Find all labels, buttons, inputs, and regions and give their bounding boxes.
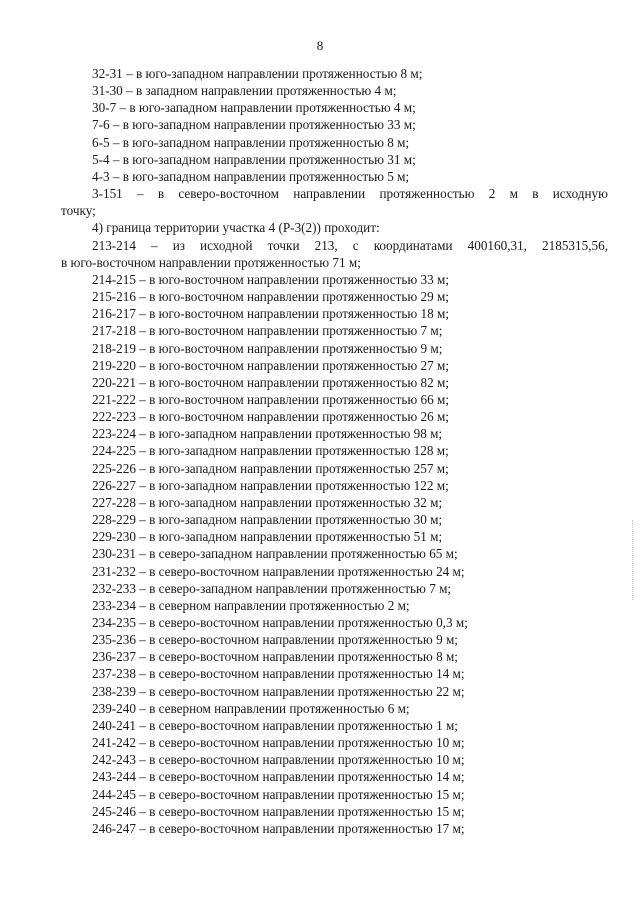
paragraph-3-151-continuation: точку; xyxy=(61,203,96,219)
boundary-segment-line: 226-227 – в юго-западном направлении протяженностью 122 м; xyxy=(92,477,449,493)
boundary-segment-line: 227-228 – в юго-западном направлении протяженностью 32 м; xyxy=(92,494,443,510)
boundary-segment-line: 234-235 – в северо-восточном направлении протяженностью 0,3 м; xyxy=(92,615,468,630)
boundary-segments-part-3 xyxy=(61,65,608,185)
boundary-segment-line: 219-220 – в юго-восточном направлении протяженностью 27 м; xyxy=(92,357,450,373)
boundary-segment-line: 4-3 – в юго-западном направлении протяженностью 5 м; xyxy=(92,168,410,184)
page-number: 8 xyxy=(316,38,324,53)
boundary-segment-line: 218-219 – в юго-восточном направлении протяженностью 9 м; xyxy=(92,340,443,356)
boundary-segment-line: 244-245 – в северо-восточном направлении протяженностью 15 м; xyxy=(92,786,465,802)
paragraph-213-214-continuation: в юго-восточном направлении протяженностью 71 м; xyxy=(61,254,361,270)
boundary-segment-line: 232-233 – в северо-западном направлении протяженностью 7 м; xyxy=(92,580,452,596)
boundary-segment-line: 220-221 – в юго-восточном направлении протяженностью 82 м; xyxy=(92,374,450,390)
boundary-segment-line: 223-224 – в юго-западном направлении протяженностью 98 м; xyxy=(92,426,443,442)
paragraph-213-214-first-line: 213-214 – из исходной точки 213, с координатами 400160,31, 2185315,56, xyxy=(92,237,608,253)
boundary-segment-line: 235-236 – в северо-восточном направлении протяженностью 9 м; xyxy=(92,632,458,648)
boundary-segment-line: 228-229 – в юго-западном направлении протяженностью 30 м; xyxy=(92,512,443,528)
boundary-segment-line: 229-230 – в юго-западном направлении протяженностью 51 м; xyxy=(92,529,443,545)
paragraph-3-151 xyxy=(61,185,608,219)
boundary-segment-line: 233-234 – в северном направлении протяженностью 2 м; xyxy=(92,597,410,613)
boundary-segment-line: 237-238 – в северо-восточном направлении протяженностью 14 м; xyxy=(92,666,465,682)
boundary-segment-line: 246-247 – в северо-восточном направлении протяженностью 17 м; xyxy=(92,820,465,836)
boundary-segment-line: 242-243 – в северо-восточном направлении протяженностью 10 м; xyxy=(92,752,465,768)
boundary-segment-line: 6-5 – в юго-западном направлении протяженностью 8 м; xyxy=(92,134,410,150)
boundary-segment-line: 222-223 – в юго-восточном направлении протяженностью 26 м; xyxy=(92,409,450,425)
boundary-segment-line: 31-30 – в западном направлении протяженностью 4 м; xyxy=(92,83,397,99)
boundary-segment-line: 236-237 – в северо-восточном направлении протяженностью 8 м; xyxy=(92,649,458,665)
boundary-segment-line: 217-218 – в юго-восточном направлении протяженностью 7 м; xyxy=(92,323,443,339)
boundary-segment-line: 245-246 – в северо-восточном направлении протяженностью 15 м; xyxy=(92,803,465,819)
boundary-segment-line: 30-7 – в юго-западном направлении протяженностью 4 м; xyxy=(92,100,416,116)
paragraph-3-151-first-line: 3-151 – в северо-восточном направлении протяженностью 2 м в исходную xyxy=(92,186,608,202)
boundary-segment-line: 7-6 – в юго-западном направлении протяженностью 33 м; xyxy=(92,117,416,133)
boundary-segment-line: 214-215 – в юго-восточном направлении протяженностью 33 м; xyxy=(92,271,450,287)
scan-edge-marks xyxy=(632,520,636,600)
paragraph-213-214 xyxy=(61,237,608,271)
boundary-segment-line: 238-239 – в северо-восточном направлении протяженностью 22 м; xyxy=(92,683,465,699)
boundary-segment-line: 231-232 – в северо-восточном направлении протяженностью 24 м; xyxy=(92,563,465,579)
boundary-segment-line: 239-240 – в северном направлении протяженностью 6 м; xyxy=(92,700,410,716)
document-body xyxy=(61,65,608,837)
boundary-segment-line: 225-226 – в юго-западном направлении протяженностью 257 м; xyxy=(92,460,449,476)
boundary-segment-line: 230-231 – в северо-западном направлении протяженностью 65 м; xyxy=(92,546,458,562)
boundary-segment-line: 240-241 – в северо-восточном направлении протяженностью 1 м; xyxy=(92,717,458,733)
boundary-segment-line: 243-244 – в северо-восточном направлении протяженностью 14 м; xyxy=(92,769,465,785)
boundary-segment-line: 221-222 – в юго-восточном направлении протяженностью 66 м; xyxy=(92,391,450,407)
boundary-segment-line: 224-225 – в юго-западном направлении протяженностью 128 м; xyxy=(92,443,449,459)
boundary-segment-line: 215-216 – в юго-восточном направлении протяженностью 29 м; xyxy=(92,289,450,305)
boundary-segment-line: 241-242 – в северо-восточном направлении протяженностью 10 м; xyxy=(92,735,465,751)
boundary-segment-line: 5-4 – в юго-западном направлении протяженностью 31 м; xyxy=(92,151,416,167)
boundary-segment-line: 32-31 – в юго-западном направлении протяженностью 8 м; xyxy=(92,66,423,81)
boundary-segments-part-4 xyxy=(61,271,608,837)
boundary-segment-line: 216-217 – в юго-восточном направлении протяженностью 18 м; xyxy=(92,306,450,322)
section-4-heading: 4) граница территории участка 4 (Р-3(2)) проходит: xyxy=(92,220,380,236)
